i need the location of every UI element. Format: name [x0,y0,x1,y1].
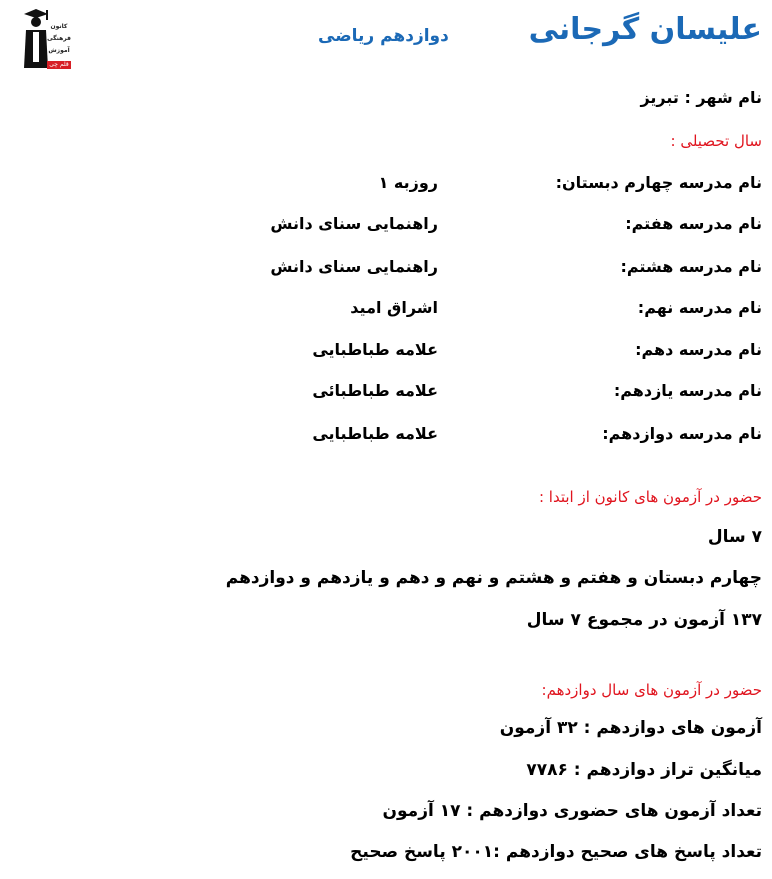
academic-year-title: سال تحصیلی : [670,132,762,150]
kanoon-grades: چهارم دبستان و هفتم و هشتم و نهم و دهم و یازدهم و دوازدهم [225,568,762,588]
school-row-11th [262,381,762,405]
logo-badge: قلم چی [47,61,71,69]
school-row-8th [262,257,762,281]
kanoon-attendance-title: حضور در آزمون های کانون از ابتدا : [538,488,762,506]
school-label: نام مدرسه نهم: [637,298,762,317]
logo-text-3: آموزش [48,47,70,54]
student-name: علیسان گرجانی [528,12,762,47]
school-value: راهنمایی سنای دانش [270,257,438,276]
city-line: نام شهر : تبریز [640,88,762,107]
kanoon-logo [20,6,70,72]
twelfth-correct-answers: تعداد پاسخ های صحیح دوازدهم :۲۰۰۱ پاسخ صحیح [350,842,762,862]
kanoon-total: ۱۳۷ آزمون در مجموع ۷ سال [526,610,762,630]
school-label: نام مدرسه یازدهم: [613,381,762,400]
grade-title: دوازدهم ریاضی [318,26,449,46]
school-value: علامه طباطبایی [312,424,438,443]
school-label: نام مدرسه هفتم: [625,214,762,233]
logo-text-1: کانون [50,23,68,30]
school-row-10th [262,340,762,364]
twelfth-avg-score: میانگین تراز دوازدهم : ۷۷۸۶ [526,760,762,780]
kanoon-years: ۷ سال [707,527,762,547]
school-label: نام مدرسه هشتم: [620,257,762,276]
school-value: راهنمایی سنای دانش [270,214,438,233]
school-value: اشراق امید [350,298,438,317]
school-row-4th [262,173,762,197]
school-row-7th [262,214,762,238]
school-label: نام مدرسه دوازدهم: [602,424,762,443]
school-label: نام مدرسه دهم: [635,340,762,359]
twelfth-grade-title: حضور در آزمون های سال دوازدهم: [541,681,762,699]
twelfth-in-person: تعداد آزمون های حضوری دوازدهم : ۱۷ آزمون [382,801,762,821]
school-value: علامه طباطبایی [312,340,438,359]
logo-text-2: فرهنگی [47,35,71,42]
school-row-12th [262,424,762,448]
school-label: نام مدرسه چهارم دبستان: [555,173,762,192]
twelfth-exams: آزمون های دوازدهم : ۳۲ آزمون [499,718,762,738]
school-value: روزبه ۱ [378,173,438,192]
school-value: علامه طباطبائی [312,381,438,400]
school-row-9th [262,298,762,322]
graduate-figure-icon [20,6,50,72]
